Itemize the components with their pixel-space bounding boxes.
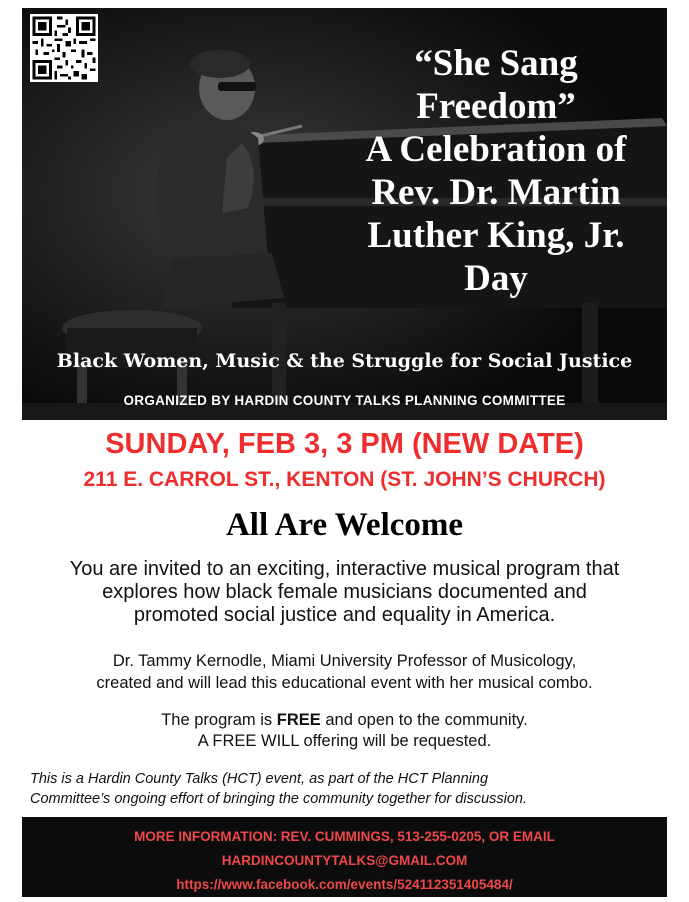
- qr-code-icon[interactable]: [30, 14, 98, 82]
- intro-line: You are invited to an exciting, interactive musical program that: [69, 558, 620, 580]
- title-line: Rev. Dr. Martin: [371, 172, 621, 213]
- contact-email-link[interactable]: HARDINCOUNTYTALKS@GMAIL.COM: [221, 853, 468, 868]
- title-line: Luther King, Jr.: [367, 215, 625, 256]
- admission-paragraph: [20, 710, 669, 752]
- title-line: “She Sang: [414, 43, 578, 84]
- hero-banner: [22, 8, 667, 420]
- free-emphasis: FREE: [276, 711, 321, 729]
- welcome-heading: All Are Welcome: [225, 507, 464, 543]
- offering-line: A FREE WILL offering will be requested.: [197, 732, 492, 750]
- event-address: 211 E. CARROL ST., KENTON (ST. JOHN’S CHURCH): [83, 468, 606, 491]
- note-line: Committee’s ongoing effort of bringing the community together for discussion.: [30, 791, 528, 807]
- title-line: A Celebration of: [365, 129, 627, 170]
- hct-note: [30, 769, 670, 809]
- presenter-paragraph: [20, 650, 669, 694]
- facebook-event-link[interactable]: https://www.facebook.com/events/524112351405484/: [176, 877, 513, 892]
- intro-paragraph: [20, 558, 669, 627]
- contact-footer: [22, 817, 667, 897]
- note-line: This is a Hardin County Talks (HCT) event, as part of the HCT Planning: [30, 771, 489, 787]
- event-subtitle: Black Women, Music & the Struggle for Social Justice: [56, 350, 633, 372]
- intro-line: explores how black female musicians documented and: [102, 581, 587, 603]
- admission-line: [20, 710, 669, 731]
- admission-prefix: The program is: [161, 711, 277, 729]
- intro-line: promoted social justice and equality in America.: [133, 604, 556, 626]
- organizer-line: ORGANIZED BY HARDIN COUNTY TALKS PLANNING COMMITTEE: [123, 393, 566, 408]
- presenter-line: Dr. Tammy Kernodle, Miami University Professor of Musicology,: [112, 652, 577, 670]
- admission-suffix: and open to the community.: [320, 711, 528, 729]
- contact-info: MORE INFORMATION: REV. CUMMINGS, 513-255-0205, OR EMAIL: [134, 829, 555, 844]
- event-date: SUNDAY, FEB 3, 3 PM (NEW DATE): [105, 428, 584, 460]
- title-line: Day: [464, 258, 528, 299]
- event-title: [322, 42, 667, 300]
- presenter-line: created and will lead this educational event with her musical combo.: [96, 674, 593, 692]
- title-line: Freedom”: [416, 86, 576, 127]
